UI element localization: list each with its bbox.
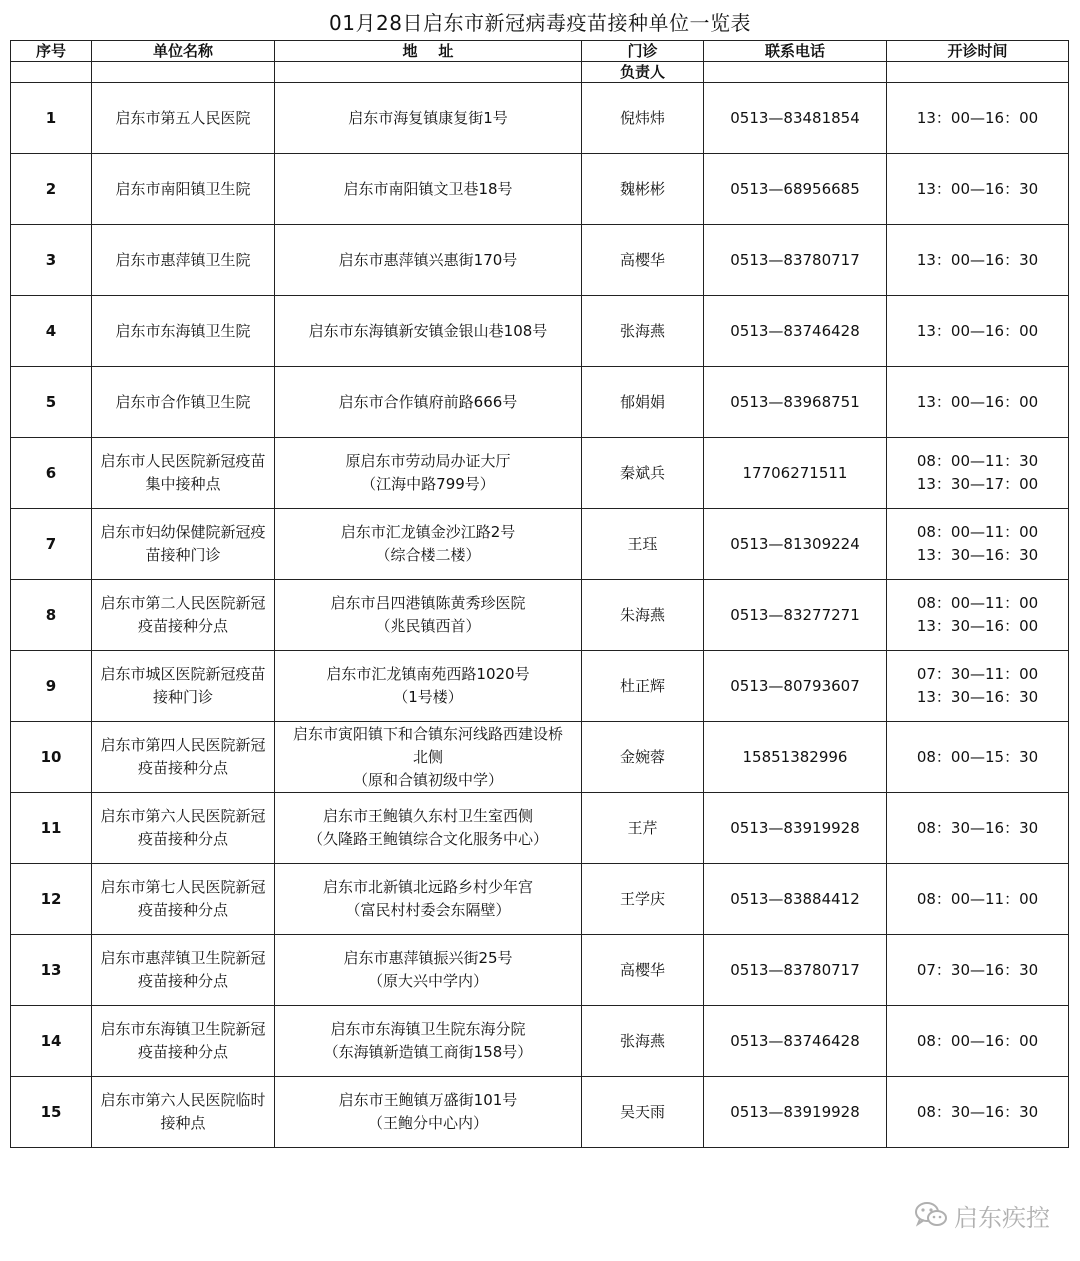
cell-hours-line: 13：00—16：00 [916,321,1039,340]
cell-phone: 0513—83481854 [704,83,887,154]
cell-hours [887,722,1069,793]
cell-hours-line: 13：00—16：00 [916,108,1039,127]
cell-unit-line: 启东市第五人民医院 [115,108,251,127]
header-phone: 联系电话 [704,41,887,62]
subheader-empty [704,62,887,83]
cell-no: 4 [11,296,92,367]
table-row [11,296,1069,367]
cell-address-line: （兆民镇西首） [375,617,481,635]
cell-address [275,225,582,296]
cell-unit [92,154,275,225]
cell-unit-line: 疫苗接种分点 [137,901,228,919]
cell-phone: 0513—80793607 [704,651,887,722]
cell-unit-line: 启东市惠萍镇卫生院新冠 [100,949,266,967]
cell-person: 郁娟娟 [582,367,704,438]
cell-hours-line: 13：30—17：00 [916,475,1039,493]
cell-person: 张海燕 [582,1006,704,1077]
cell-unit-line: 启东市第六人民医院新冠 [100,807,266,825]
cell-hours [887,864,1069,935]
watermark [914,1198,1050,1232]
cell-unit [92,1006,275,1077]
header-unit: 单位名称 [92,41,275,62]
cell-unit-line: 接种门诊 [152,688,213,706]
cell-address-line: 启东市合作镇府前路666号 [338,392,518,411]
cell-unit-line: 启东市南阳镇卫生院 [115,179,251,198]
cell-hours-line: 08：00—11：00 [916,889,1039,908]
table-row [11,580,1069,651]
cell-no: 5 [11,367,92,438]
cell-address [275,296,582,367]
cell-unit [92,580,275,651]
cell-person: 王珏 [582,509,704,580]
cell-address-line: 启东市惠萍镇兴惠街170号 [338,250,518,269]
subheader-empty [11,62,92,83]
cell-address [275,651,582,722]
cell-unit [92,935,275,1006]
cell-unit-line: 启东市第四人民医院新冠 [100,736,266,754]
cell-hours-line: 08：00—11：30 [916,452,1039,470]
cell-no: 7 [11,509,92,580]
cell-phone: 0513—68956685 [704,154,887,225]
cell-unit [92,1077,275,1148]
cell-unit [92,225,275,296]
header-clinic: 门诊 [582,41,704,62]
cell-unit [92,296,275,367]
cell-address-line: （王鲍分中心内） [367,1114,488,1132]
cell-address-line: （东海镇新造镇工商街158号） [323,1043,533,1061]
cell-address-line: 启东市海复镇康复街1号 [348,108,508,127]
cell-unit-line: 疫苗接种分点 [137,617,228,635]
table-body [11,83,1069,1148]
cell-phone: 0513—83919928 [704,1077,887,1148]
cell-address [275,1006,582,1077]
cell-unit [92,367,275,438]
cell-hours [887,793,1069,864]
cell-address-line: 启东市王鲍镇久东村卫生室西侧 [322,807,533,825]
cell-person: 王芹 [582,793,704,864]
cell-unit-line: 疫苗接种分点 [137,759,228,777]
cell-unit [92,83,275,154]
cell-unit-line: 苗接种门诊 [145,546,221,564]
cell-phone: 0513—83780717 [704,225,887,296]
cell-hours [887,296,1069,367]
cell-unit-line: 启东市合作镇卫生院 [115,392,251,411]
cell-unit-line: 接种点 [160,1114,206,1132]
cell-person: 倪炜炜 [582,83,704,154]
cell-hours [887,225,1069,296]
cell-phone: 0513—83277271 [704,580,887,651]
cell-address [275,864,582,935]
cell-person: 朱海燕 [582,580,704,651]
cell-phone: 17706271511 [704,438,887,509]
cell-person: 高樱华 [582,225,704,296]
cell-hours [887,367,1069,438]
cell-unit [92,509,275,580]
cell-address-line: （江海中路799号） [361,475,495,493]
cell-phone: 0513—83780717 [704,935,887,1006]
cell-no: 10 [11,722,92,793]
cell-no: 12 [11,864,92,935]
cell-no: 9 [11,651,92,722]
vaccination-sites-table [10,40,1069,1148]
cell-hours [887,154,1069,225]
cell-address [275,367,582,438]
cell-unit-line: 启东市东海镇卫生院 [115,321,251,340]
cell-unit-line: 启东市城区医院新冠疫苗 [100,665,266,683]
cell-unit-line: 疫苗接种分点 [137,830,228,848]
cell-address-line: 北侧 [412,747,443,766]
wechat-icon [914,1201,948,1229]
cell-address-line: （富民村村委会东隔壁） [345,901,511,919]
cell-person: 秦斌兵 [582,438,704,509]
header-no: 序号 [11,41,92,62]
table-header-row [11,41,1069,62]
cell-hours [887,438,1069,509]
cell-hours-line: 13：00—16：30 [916,179,1039,198]
cell-hours-line: 13：30—16：30 [916,688,1039,706]
cell-address-line: 启东市南阳镇文卫巷18号 [343,179,513,198]
cell-no: 13 [11,935,92,1006]
cell-no: 15 [11,1077,92,1148]
subheader-empty [92,62,275,83]
table-row [11,367,1069,438]
cell-address-line: （久隆路王鲍镇综合文化服务中心） [307,830,548,848]
cell-no: 1 [11,83,92,154]
table-row [11,83,1069,154]
cell-person: 金婉蓉 [582,722,704,793]
cell-address-line: （综合楼二楼） [375,546,481,564]
cell-hours [887,935,1069,1006]
cell-hours-line: 13：00—16：00 [916,392,1039,411]
table-row [11,225,1069,296]
cell-person: 张海燕 [582,296,704,367]
cell-hours-line: 07：30—16：30 [916,960,1039,979]
cell-person: 高樱华 [582,935,704,1006]
table-row [11,722,1069,793]
cell-unit-line: 启东市妇幼保健院新冠疫 [100,523,266,541]
cell-unit-line: 启东市人民医院新冠疫苗 [100,452,266,470]
cell-unit [92,722,275,793]
cell-hours [887,83,1069,154]
subheader-empty [275,62,582,83]
cell-address [275,509,582,580]
cell-address-line: （原和合镇初级中学） [352,770,503,789]
cell-unit-line: 集中接种点 [145,475,221,493]
cell-hours-line: 13：00—16：30 [916,250,1039,269]
cell-no: 11 [11,793,92,864]
table-row [11,1006,1069,1077]
cell-address-line: 启东市惠萍镇振兴街25号 [343,949,513,967]
cell-unit-line: 启东市惠萍镇卫生院 [115,250,251,269]
cell-unit-line: 启东市第七人民医院新冠 [100,878,266,896]
cell-address-line: （1号楼） [393,688,463,706]
cell-address [275,793,582,864]
header-address: 地 址 [275,41,582,62]
table-row [11,793,1069,864]
cell-hours [887,509,1069,580]
cell-address-line: 启东市汇龙镇南苑西路1020号 [326,665,530,683]
cell-person: 王学庆 [582,864,704,935]
cell-hours-line: 08：30—16：30 [916,818,1039,837]
cell-hours-line: 13：30—16：00 [916,617,1039,635]
cell-address [275,154,582,225]
cell-unit-line: 启东市第六人民医院临时 [100,1091,266,1109]
cell-address-line: 原启东市劳动局办证大厅 [345,452,511,470]
cell-phone: 0513—83746428 [704,296,887,367]
cell-address-line: 启东市东海镇卫生院东海分院 [330,1020,526,1038]
cell-address-line: 启东市汇龙镇金沙江路2号 [340,523,516,541]
table-row [11,154,1069,225]
cell-person: 魏彬彬 [582,154,704,225]
cell-phone: 15851382996 [704,722,887,793]
cell-phone: 0513—83968751 [704,367,887,438]
cell-unit [92,864,275,935]
cell-unit-line: 疫苗接种分点 [137,1043,228,1061]
table-row [11,864,1069,935]
cell-hours-line: 08：30—16：30 [916,1102,1039,1121]
cell-phone: 0513—83746428 [704,1006,887,1077]
cell-hours-line: 13：30—16：30 [916,546,1039,564]
header-clinic-person: 负责人 [582,62,704,83]
table-row [11,935,1069,1006]
table-row [11,651,1069,722]
cell-address [275,83,582,154]
cell-address-line: 启东市王鲍镇万盛街101号 [338,1091,518,1109]
cell-hours-line: 08：00—16：00 [916,1031,1039,1050]
cell-phone: 0513—83884412 [704,864,887,935]
cell-hours-line: 08：00—15：30 [916,747,1039,766]
table-subheader-row [11,62,1069,83]
watermark-text: 启东疾控 [954,1203,1050,1232]
cell-address-line: 启东市东海镇新安镇金银山巷108号 [308,321,548,340]
cell-unit-line: 启东市第二人民医院新冠 [100,594,266,612]
cell-unit [92,651,275,722]
page-title: 01月28日启东市新冠病毒疫苗接种单位一览表 [329,11,751,35]
cell-address [275,1077,582,1148]
cell-phone: 0513—83919928 [704,793,887,864]
table-row [11,438,1069,509]
cell-address-line: 启东市北新镇北远路乡村少年宫 [322,878,533,896]
cell-no: 2 [11,154,92,225]
cell-hours [887,580,1069,651]
cell-address-line: 启东市寅阳镇下和合镇东河线路西建设桥 [292,724,563,743]
cell-address [275,722,582,793]
cell-address [275,935,582,1006]
cell-hours-line: 08：00—11：00 [916,594,1039,612]
cell-no: 3 [11,225,92,296]
cell-unit [92,793,275,864]
cell-no: 14 [11,1006,92,1077]
cell-address-line: 启东市吕四港镇陈黄秀珍医院 [330,594,526,612]
cell-unit-line: 启东市东海镇卫生院新冠 [100,1020,266,1038]
cell-address [275,580,582,651]
subheader-empty [887,62,1069,83]
cell-unit [92,438,275,509]
cell-phone: 0513—81309224 [704,509,887,580]
cell-person: 吴天雨 [582,1077,704,1148]
table-row [11,1077,1069,1148]
cell-address [275,438,582,509]
cell-unit-line: 疫苗接种分点 [137,972,228,990]
header-hours: 开诊时间 [887,41,1069,62]
cell-address-line: （原大兴中学内） [367,972,488,990]
cell-hours [887,651,1069,722]
cell-hours-line: 08：00—11：00 [916,523,1039,541]
cell-hours [887,1006,1069,1077]
cell-no: 8 [11,580,92,651]
cell-hours-line: 07：30—11：00 [916,665,1039,683]
cell-no: 6 [11,438,92,509]
table-row [11,509,1069,580]
cell-hours [887,1077,1069,1148]
cell-person: 杜正辉 [582,651,704,722]
